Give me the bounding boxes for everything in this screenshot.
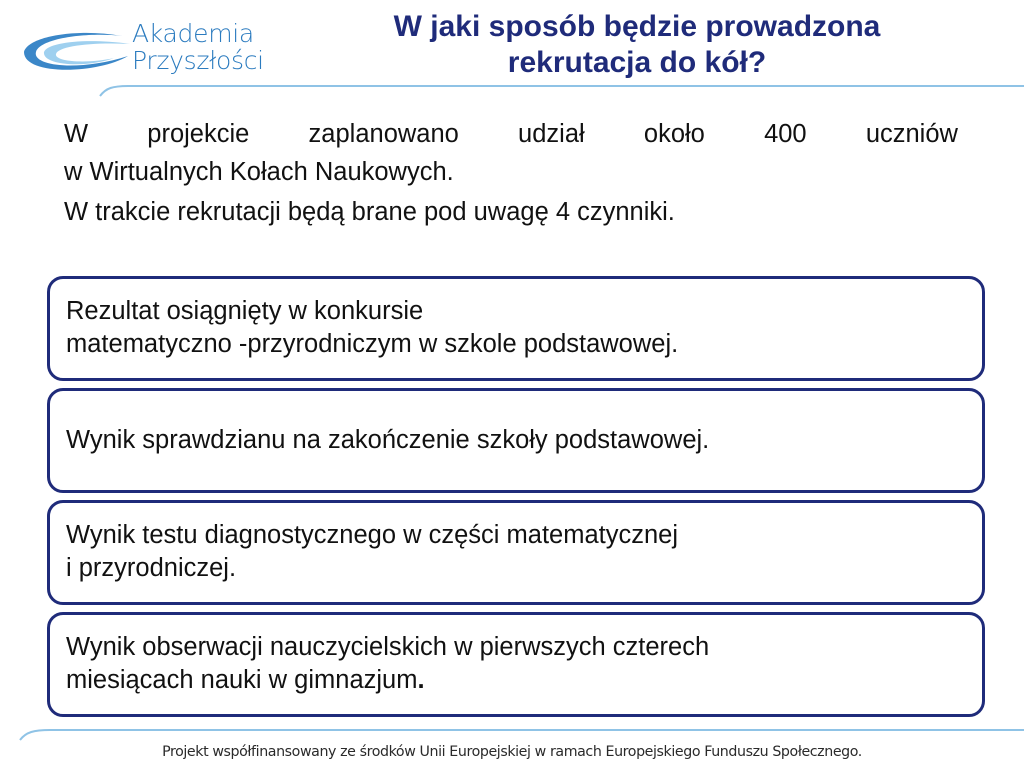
intro-paragraph (64, 114, 958, 234)
intro-word: zaplanowano (308, 120, 459, 148)
logo-swoosh-icon (18, 26, 136, 74)
factor-1-line-2: matematyczno -przyrodniczym w szkole podstawowej. (66, 330, 679, 358)
logo (18, 18, 278, 82)
intro-word: około (643, 120, 705, 148)
intro-word: udział (518, 120, 585, 148)
factor-4-period: . (417, 666, 425, 694)
logo-wordmark (132, 20, 264, 74)
factor-2-line-1: Wynik sprawdzianu na zakończenie szkoły podstawowej. (66, 426, 710, 454)
factor-4-line-2 (66, 664, 966, 697)
logo-line-1: Akademia (132, 19, 254, 48)
intro-line-3: W trakcie rekrutacji będą brane pod uwagę 4 czynniki. (64, 198, 675, 226)
factor-box-1 (47, 276, 985, 381)
factor-3-line-2: i przyrodniczej. (66, 554, 237, 582)
intro-word: uczniów (865, 120, 958, 148)
logo-line-2: Przyszłości (132, 46, 264, 75)
factor-1-line-1: Rezultat osiągnięty w konkursie (66, 297, 424, 325)
header-divider (0, 84, 1024, 100)
factor-list (47, 276, 985, 724)
factor-4-line-1: Wynik obserwacji nauczycielskich w pierwszych czterech (66, 633, 710, 661)
intro-word: 400 (764, 120, 807, 148)
intro-word: W (64, 120, 89, 148)
footer-divider (0, 726, 1024, 742)
factor-3-line-1: Wynik testu diagnostycznego w części matematycznej (66, 521, 679, 549)
page-title-line-2: rekrutacja do kół? (507, 46, 767, 79)
factor-4-line-2-text: miesiącach nauki w gimnazjum (66, 666, 418, 694)
intro-line-2: w Wirtualnych Kołach Naukowych. (64, 158, 454, 186)
factor-box-4 (47, 612, 985, 717)
footer-funding-note: Projekt współfinansowany ze środków Unii Europejskiej w ramach Europejskiego Funduszu Społecznego. (162, 744, 862, 760)
intro-word: projekcie (147, 120, 250, 148)
page-title (292, 9, 982, 81)
factor-box-2 (47, 388, 985, 493)
page-title-line-1: W jaki sposób będzie prowadzona (393, 10, 881, 43)
factor-box-3 (47, 500, 985, 605)
intro-line-1 (64, 114, 958, 154)
